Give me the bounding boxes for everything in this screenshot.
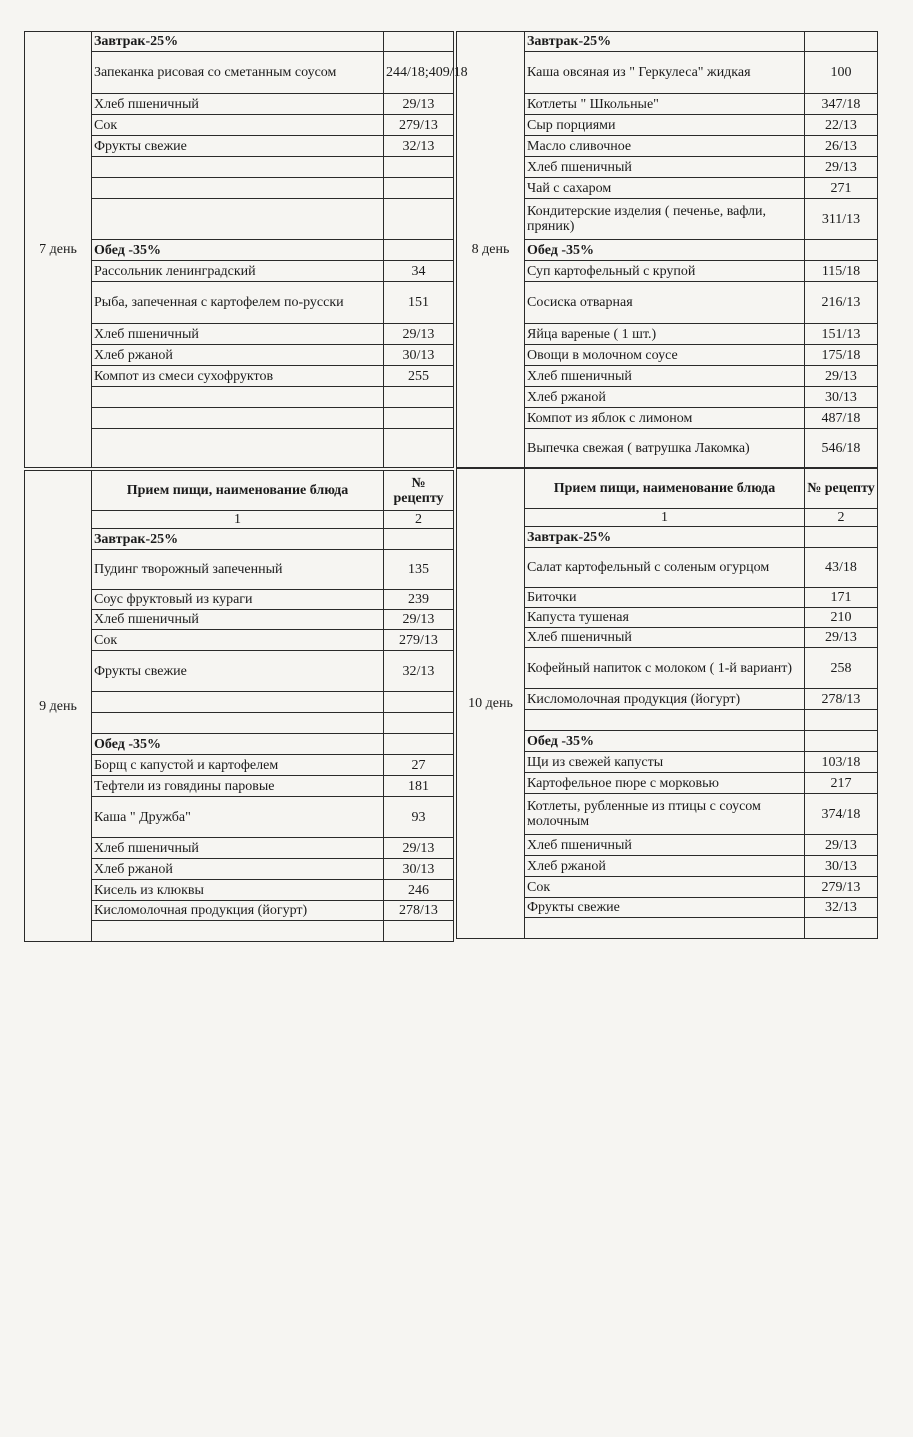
table-row — [457, 32, 878, 52]
recipe-code: 278/13 — [805, 689, 878, 710]
meal-section-heading: Завтрак-25% — [92, 32, 384, 52]
dish-name: Сок — [92, 630, 384, 651]
recipe-code — [384, 32, 454, 52]
recipe-code: 181 — [384, 776, 454, 797]
empty-cell — [92, 157, 384, 178]
recipe-code: 487/18 — [805, 408, 878, 429]
recipe-code: 30/13 — [384, 345, 454, 366]
empty-cell — [92, 692, 384, 713]
recipe-code: 258 — [805, 648, 878, 689]
recipe-code: 93 — [384, 797, 454, 838]
dish-name: Кисель из клюквы — [92, 880, 384, 901]
empty-cell — [384, 178, 454, 199]
meal-section-heading: Завтрак-25% — [525, 527, 805, 548]
recipe-code: 34 — [384, 261, 454, 282]
recipe-code: 27 — [384, 755, 454, 776]
dish-name: Суп картофельный с крупой — [525, 261, 805, 282]
dish-name: Соус фруктовый из кураги — [92, 590, 384, 610]
column-header-dish: Прием пищи, наименование блюда — [92, 471, 384, 511]
day-7-table — [24, 31, 468, 468]
dish-name: Каша овсяная из " Геркулеса" жидкая — [525, 52, 805, 94]
dish-name: Яйца вареные ( 1 шт.) — [525, 324, 805, 345]
dish-name: Рассольник ленинградский — [92, 261, 384, 282]
empty-cell — [525, 710, 805, 731]
dish-name: Картофельное пюре с морковью — [525, 773, 805, 794]
dish-name: Щи из свежей капусты — [525, 752, 805, 773]
recipe-code: 255 — [384, 366, 454, 387]
empty-cell — [805, 918, 878, 939]
recipe-code — [805, 240, 878, 261]
dish-name: Хлеб ржаной — [525, 387, 805, 408]
recipe-code: 279/13 — [384, 115, 454, 136]
empty-cell — [525, 918, 805, 939]
day-label: 10 день — [457, 469, 525, 939]
column-number: 2 — [384, 511, 454, 529]
empty-cell — [92, 713, 384, 734]
recipe-code: 32/13 — [805, 898, 878, 918]
empty-cell — [92, 199, 384, 240]
dish-name: Кондитерские изделия ( печенье, вафли, пряник) — [525, 199, 805, 240]
column-number: 2 — [805, 509, 878, 527]
dish-name: Кисломолочная продукция (йогурт) — [92, 901, 384, 921]
empty-cell — [384, 199, 454, 240]
day-10-table — [456, 468, 878, 939]
recipe-code: 135 — [384, 550, 454, 590]
empty-cell — [384, 713, 454, 734]
dish-name: Фрукты свежие — [92, 651, 384, 692]
dish-name: Компот из смеси сухофруктов — [92, 366, 384, 387]
empty-cell — [92, 178, 384, 199]
recipe-code: 311/13 — [805, 199, 878, 240]
day-label: 9 день — [25, 471, 92, 942]
recipe-code: 239 — [384, 590, 454, 610]
dish-name: Чай с сахаром — [525, 178, 805, 199]
recipe-code: 29/13 — [384, 838, 454, 859]
dish-name: Капуста тушеная — [525, 608, 805, 628]
column-header-recipe: № рецепту — [805, 469, 878, 509]
dish-name: Выпечка свежая ( ватрушка Лакомка) — [525, 429, 805, 468]
recipe-code: 30/13 — [384, 859, 454, 880]
dish-name: Хлеб пшеничный — [525, 835, 805, 856]
empty-cell — [92, 921, 384, 942]
dish-name: Котлеты, рубленные из птицы с соусом молочным — [525, 794, 805, 835]
recipe-code: 30/13 — [805, 387, 878, 408]
column-header-dish: Прием пищи, наименование блюда — [525, 469, 805, 509]
recipe-code: 100 — [805, 52, 878, 94]
recipe-code: 32/13 — [384, 136, 454, 157]
dish-name: Хлеб ржаной — [525, 856, 805, 877]
recipe-code — [384, 529, 454, 550]
recipe-code: 216/13 — [805, 282, 878, 324]
dish-name: Хлеб пшеничный — [92, 94, 384, 115]
empty-cell — [92, 408, 384, 429]
recipe-code — [805, 32, 878, 52]
recipe-code — [384, 240, 454, 261]
dish-name: Сок — [92, 115, 384, 136]
dish-name: Хлеб пшеничный — [92, 610, 384, 630]
dish-name: Хлеб пшеничный — [92, 838, 384, 859]
day-8-table — [456, 31, 878, 468]
dish-name: Каша " Дружба" — [92, 797, 384, 838]
column-number: 1 — [92, 511, 384, 529]
meal-section-heading: Завтрак-25% — [525, 32, 805, 52]
recipe-code: 103/18 — [805, 752, 878, 773]
day-9-table — [24, 470, 454, 942]
dish-name: Пудинг творожный запеченный — [92, 550, 384, 590]
dish-name: Хлеб пшеничный — [525, 157, 805, 178]
recipe-code — [805, 731, 878, 752]
column-header-recipe: № рецепту — [384, 471, 454, 511]
recipe-code: 347/18 — [805, 94, 878, 115]
dish-name: Кофейный напиток с молоком ( 1-й вариант) — [525, 648, 805, 689]
empty-cell — [805, 710, 878, 731]
recipe-code: 29/13 — [384, 324, 454, 345]
dish-name: Салат картофельный с соленым огурцом — [525, 548, 805, 588]
dish-name: Кисломолочная продукция (йогурт) — [525, 689, 805, 710]
dish-name: Хлеб ржаной — [92, 859, 384, 880]
recipe-code: 30/13 — [805, 856, 878, 877]
dish-name: Фрукты свежие — [525, 898, 805, 918]
recipe-code: 115/18 — [805, 261, 878, 282]
recipe-code — [805, 527, 878, 548]
recipe-code: 43/18 — [805, 548, 878, 588]
recipe-code: 210 — [805, 608, 878, 628]
recipe-code: 175/18 — [805, 345, 878, 366]
meal-section-heading: Обед -35% — [525, 731, 805, 752]
column-number: 1 — [525, 509, 805, 527]
recipe-code: 374/18 — [805, 794, 878, 835]
day-label: 7 день — [25, 32, 92, 468]
recipe-code: 29/13 — [805, 366, 878, 387]
dish-name: Компот из яблок с лимоном — [525, 408, 805, 429]
empty-cell — [384, 387, 454, 408]
dish-name: Хлеб ржаной — [92, 345, 384, 366]
empty-cell — [384, 921, 454, 942]
meal-section-heading: Завтрак-25% — [92, 529, 384, 550]
recipe-code: 217 — [805, 773, 878, 794]
recipe-code: 32/13 — [384, 651, 454, 692]
table-row — [457, 469, 878, 509]
meal-section-heading: Обед -35% — [525, 240, 805, 261]
recipe-code: 26/13 — [805, 136, 878, 157]
table-row — [25, 471, 454, 511]
recipe-code: 278/13 — [384, 901, 454, 921]
dish-name: Хлеб пшеничный — [525, 628, 805, 648]
empty-cell — [384, 429, 454, 468]
recipe-code: 22/13 — [805, 115, 878, 136]
meal-section-heading: Обед -35% — [92, 240, 384, 261]
empty-cell — [92, 429, 384, 468]
dish-name: Масло сливочное — [525, 136, 805, 157]
empty-cell — [384, 408, 454, 429]
recipe-code: 279/13 — [805, 877, 878, 898]
dish-name: Котлеты " Школьные" — [525, 94, 805, 115]
recipe-code: 271 — [805, 178, 878, 199]
dish-name: Тефтели из говядины паровые — [92, 776, 384, 797]
dish-name: Хлеб пшеничный — [525, 366, 805, 387]
dish-name: Борщ с капустой и картофелем — [92, 755, 384, 776]
dish-name: Сок — [525, 877, 805, 898]
empty-cell — [384, 157, 454, 178]
recipe-code — [384, 734, 454, 755]
recipe-code: 151/13 — [805, 324, 878, 345]
recipe-code: 29/13 — [384, 610, 454, 630]
recipe-code: 279/13 — [384, 630, 454, 651]
recipe-code: 151 — [384, 282, 454, 324]
dish-name: Сосиска отварная — [525, 282, 805, 324]
empty-cell — [92, 387, 384, 408]
recipe-code: 246 — [384, 880, 454, 901]
day-label: 8 день — [457, 32, 525, 468]
dish-name: Биточки — [525, 588, 805, 608]
recipe-code: 171 — [805, 588, 878, 608]
dish-name: Сыр порциями — [525, 115, 805, 136]
table-row — [25, 32, 454, 52]
recipe-code: 29/13 — [384, 94, 454, 115]
recipe-code: 29/13 — [805, 628, 878, 648]
dish-name: Запеканка рисовая со сметанным соусом — [92, 52, 384, 94]
meal-section-heading: Обед -35% — [92, 734, 384, 755]
dish-name: Фрукты свежие — [92, 136, 384, 157]
recipe-code: 546/18 — [805, 429, 878, 468]
dish-name: Овощи в молочном соусе — [525, 345, 805, 366]
recipe-code: 29/13 — [805, 835, 878, 856]
dish-name: Хлеб пшеничный — [92, 324, 384, 345]
recipe-code: 244/18;409/18 — [384, 52, 454, 94]
dish-name: Рыба, запеченная с картофелем по-русски — [92, 282, 384, 324]
empty-cell — [384, 692, 454, 713]
recipe-code: 29/13 — [805, 157, 878, 178]
